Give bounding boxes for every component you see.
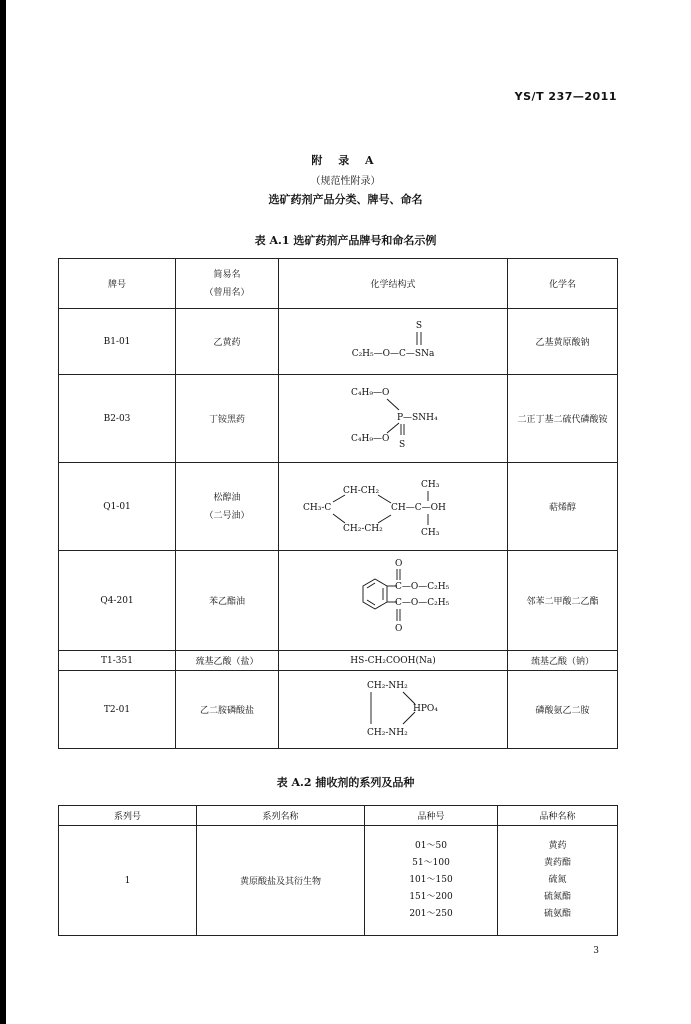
header-series-name: 系列名称 (197, 806, 365, 826)
variety-no: 101～150 (409, 875, 453, 885)
q4201-ring-inner-1 (367, 583, 375, 588)
b203-bottom: C₄H₉—O (351, 434, 390, 444)
structure-q4201 (283, 552, 503, 646)
table-row (59, 826, 618, 936)
q101-mid: CH—C—OH (391, 503, 446, 513)
code-cell: B2-03 (59, 375, 176, 463)
q101-bond-ur (378, 495, 391, 503)
table-a2-caption: 表 A.2 捕收剂的系列及品种 (276, 776, 415, 789)
table-a1-caption: 表 A.1 选矿药剂产品牌号和命名示例 (254, 234, 437, 247)
variety-name-cell (498, 826, 618, 936)
structure-cell (279, 309, 508, 375)
code-cell: T2-01 (59, 671, 176, 749)
t201-hpo4: HPO₄ (413, 704, 438, 714)
t201-bottom: CH₂-NH₂ (367, 728, 408, 738)
table-row (59, 375, 618, 463)
table-header-row (59, 806, 618, 826)
short-name-line1: 松醇油 (213, 492, 241, 503)
short-name-cell: 巯基乙酸（盐） (176, 651, 279, 671)
header-chem-name: 化学名 (508, 259, 618, 309)
structure-b203 (293, 377, 493, 457)
short-name-line2: （二号油） (204, 510, 250, 521)
short-name-cell (176, 463, 279, 551)
table-a1 (58, 258, 618, 749)
b203-bond-bot (387, 423, 399, 433)
variety-no-cell (365, 826, 498, 936)
chem-name-cell: 二正丁基二硫代磷酸铵 (508, 375, 618, 463)
structure-cell (279, 375, 508, 463)
q4201-ester-2: C—O—C₂H₅ (395, 598, 450, 608)
chem-name-cell: 邻苯二甲酸二乙酯 (508, 551, 618, 651)
table-a2 (58, 805, 618, 936)
q4201-oxygen-top: O (395, 559, 403, 569)
table-row (59, 309, 618, 375)
q101-bond-ll (333, 514, 345, 523)
t201-bond-ur (403, 692, 415, 704)
b203-bond-top (387, 399, 399, 410)
variety-name: 硫氮酯 (543, 892, 571, 902)
header-short-name (176, 259, 279, 309)
series-no-cell: 1 (59, 826, 197, 936)
chem-name-cell: 萜烯醇 (508, 463, 618, 551)
variety-name: 硫氨酯 (543, 909, 571, 919)
appendix-subtitle: （规范性附录） (310, 176, 381, 187)
code-cell: B1-01 (59, 309, 176, 375)
short-name-cell: 苯乙酯油 (176, 551, 279, 651)
table-row (59, 671, 618, 749)
variety-no: 51～100 (412, 858, 450, 868)
variety-name: 黄药酯 (543, 858, 571, 868)
header-code: 牌号 (59, 259, 176, 309)
series-name-cell: 黄原酸盐及其衍生物 (197, 826, 365, 936)
code-cell: Q1-01 (59, 463, 176, 551)
variety-name: 硫氮 (548, 875, 567, 885)
page-number: 3 (593, 946, 599, 956)
q101-left: CH₃-C (303, 503, 332, 513)
header-structure: 化学结构式 (279, 259, 508, 309)
structure-cell (279, 463, 508, 551)
short-name-cell: 丁铵黑药 (176, 375, 279, 463)
standard-number: YS/T 237—2011 (514, 90, 617, 103)
code-cell: Q4-201 (59, 551, 176, 651)
b203-sulfur: S (399, 440, 406, 450)
q4201-ester-1: C—O—C₂H₅ (395, 582, 450, 592)
q101-bond-lr (378, 515, 391, 523)
t201-top: CH₂-NH₂ (367, 681, 408, 691)
q101-ch3-top: CH₃ (421, 480, 440, 490)
table-header-row (59, 259, 618, 309)
q101-ring-top: CH-CH₂ (343, 486, 380, 496)
variety-no: 151～200 (409, 892, 453, 902)
b203-top: C₄H₉—O (351, 388, 390, 398)
q101-ch3-bot: CH₃ (421, 528, 440, 538)
code-cell: T1-351 (59, 651, 176, 671)
variety-name: 黄药 (548, 841, 567, 851)
b203-phosphorus: P—SNH₄ (397, 413, 438, 423)
q101-bond-ul (333, 495, 345, 502)
appendix-title: 附 录 A (311, 154, 380, 167)
b101-sulfur: S (415, 321, 423, 331)
short-name-cell: 乙二胺磷酸盐 (176, 671, 279, 749)
header-variety-name: 品种名称 (498, 806, 618, 826)
chem-name-cell: 磷酸氨乙二胺 (508, 671, 618, 749)
header-variety-no: 品种号 (365, 806, 498, 826)
structure-q101 (283, 465, 503, 545)
chem-name-cell: 巯基乙酸（钠） (508, 651, 618, 671)
structure-cell (279, 671, 508, 749)
variety-no: 201～250 (409, 909, 453, 919)
structure-t201 (293, 672, 493, 744)
appendix-heading: 选矿药剂产品分类、牌号、命名 (268, 193, 423, 206)
chem-name-cell: 乙基黄原酸钠 (508, 309, 618, 375)
table-row (59, 463, 618, 551)
b101-chain: C₂H₅—O—C—SNa (351, 349, 435, 359)
header-short-line1: 简易名 (213, 269, 241, 280)
table-row (59, 551, 618, 651)
variety-no: 01～50 (415, 841, 447, 851)
table-row (59, 651, 618, 671)
formula-cell: HS-CH₂COOH(Na) (279, 651, 508, 671)
q101-ring-bot: CH₂-CH₂ (343, 524, 383, 534)
q4201-ring-inner-3 (367, 600, 375, 605)
header-short-line2: （曾用名） (204, 287, 250, 298)
structure-b101 (293, 310, 493, 370)
short-name-cell: 乙黄药 (176, 309, 279, 375)
q4201-oxygen-bot: O (395, 624, 403, 634)
structure-cell (279, 551, 508, 651)
header-series-no: 系列号 (59, 806, 197, 826)
